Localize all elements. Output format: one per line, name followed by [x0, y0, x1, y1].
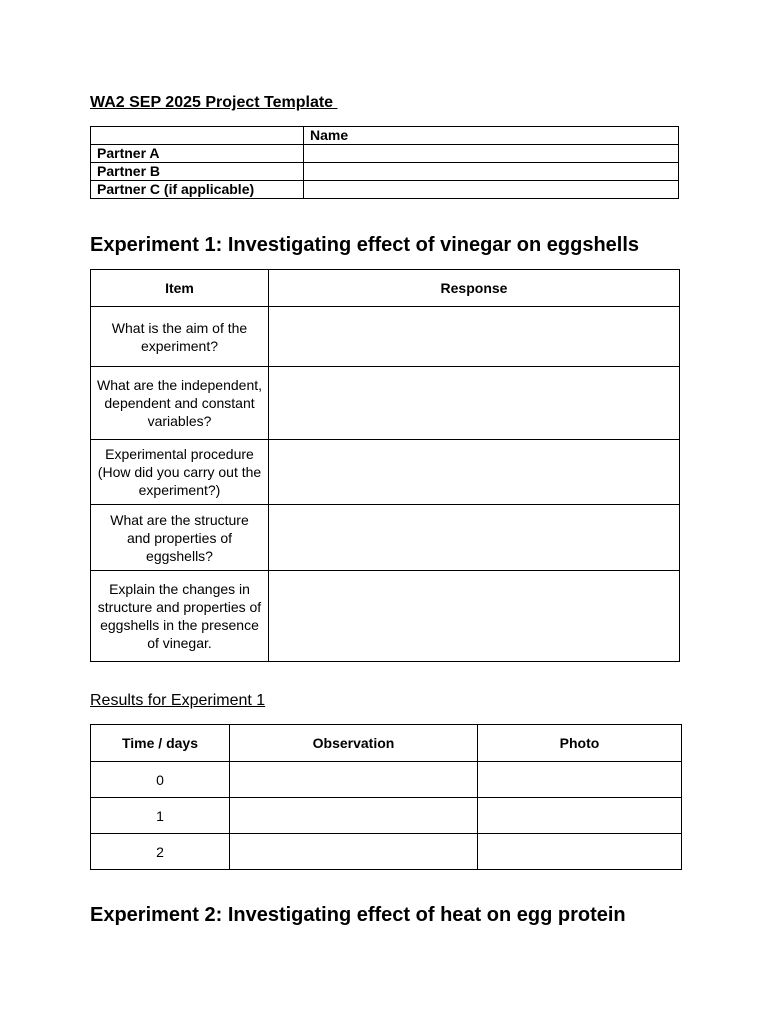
photo-cell[interactable]	[478, 762, 682, 798]
table-row	[91, 440, 680, 505]
column-header-time: Time / days	[91, 725, 230, 762]
item-cell: What are the structure and properties of eggshells?	[91, 505, 269, 571]
results-table	[90, 724, 682, 870]
page-title: WA2 SEP 2025 Project Template	[90, 94, 338, 111]
response-cell[interactable]	[269, 307, 680, 367]
table-row	[91, 571, 680, 662]
table-row	[91, 367, 680, 440]
time-cell: 0	[91, 762, 230, 798]
item-cell: What is the aim of the experiment?	[91, 307, 269, 367]
experiment2-heading: Experiment 2: Investigating effect of heat on egg protein	[90, 904, 626, 926]
partner-header-row	[91, 127, 679, 145]
partner-name-cell[interactable]	[304, 163, 679, 181]
photo-cell[interactable]	[478, 834, 682, 870]
results-header-row	[91, 725, 682, 762]
partner-row	[91, 163, 679, 181]
table-row	[91, 798, 682, 834]
table-row	[91, 834, 682, 870]
response-cell[interactable]	[269, 505, 680, 571]
partner-label: Partner C (if applicable)	[91, 181, 304, 199]
table-row	[91, 505, 680, 571]
response-cell[interactable]	[269, 367, 680, 440]
table-row	[91, 762, 682, 798]
response-cell[interactable]	[269, 440, 680, 505]
observation-cell[interactable]	[230, 762, 478, 798]
partner-row	[91, 181, 679, 199]
experiment1-heading: Experiment 1: Investigating effect of vinegar on eggshells	[90, 234, 640, 256]
observation-cell[interactable]	[230, 834, 478, 870]
table-row	[91, 307, 680, 367]
column-header-observation: Observation	[230, 725, 478, 762]
partner-name-cell[interactable]	[304, 145, 679, 163]
item-cell: What are the independent, dependent and constant variables?	[91, 367, 269, 440]
time-cell: 1	[91, 798, 230, 834]
partner-table	[90, 126, 679, 199]
experiment1-header-row	[91, 270, 680, 307]
column-header-item: Item	[91, 270, 269, 307]
column-header-response: Response	[269, 270, 680, 307]
observation-cell[interactable]	[230, 798, 478, 834]
column-header-photo: Photo	[478, 725, 682, 762]
item-cell: Experimental procedure (How did you carry out the experiment?)	[91, 440, 269, 505]
photo-cell[interactable]	[478, 798, 682, 834]
partner-label: Partner A	[91, 145, 304, 163]
partner-header-blank	[91, 127, 304, 145]
response-cell[interactable]	[269, 571, 680, 662]
partner-header-name: Name	[304, 127, 679, 145]
results-title: Results for Experiment 1	[90, 692, 266, 709]
partner-label: Partner B	[91, 163, 304, 181]
experiment1-table	[90, 269, 680, 662]
partner-row	[91, 145, 679, 163]
time-cell: 2	[91, 834, 230, 870]
partner-name-cell[interactable]	[304, 181, 679, 199]
item-cell: Explain the changes in structure and properties of eggshells in the presence of vinegar.	[91, 571, 269, 662]
